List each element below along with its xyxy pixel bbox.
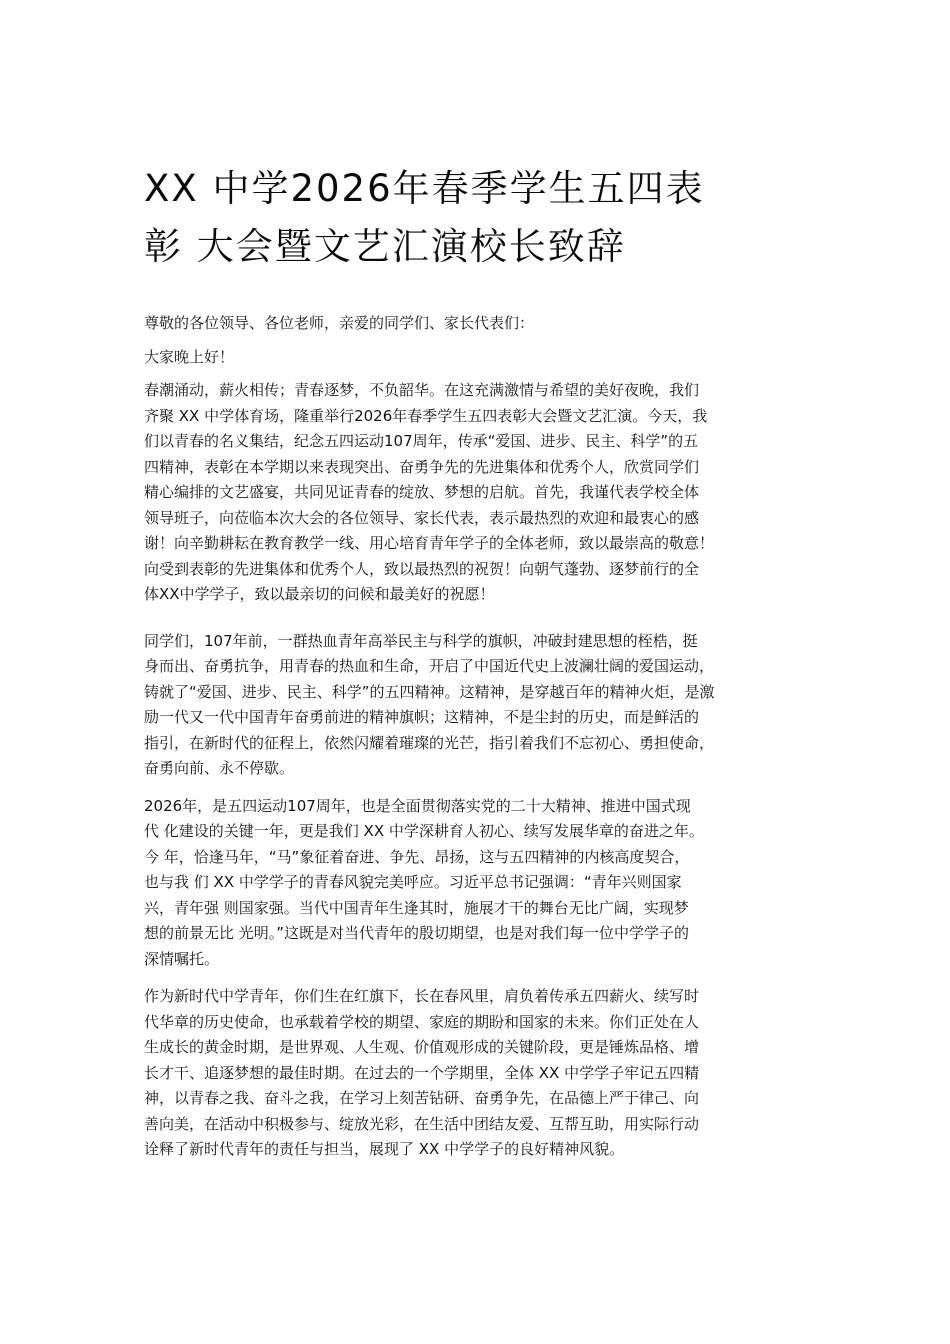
paragraph-line: 体XX中学学子，致以最亲切的问候和最美好的祝愿！ — [144, 585, 495, 603]
paragraph-line: 代 化建设的关键一年，更是我们 XX 中学深耕育人初心、续写发展华章的奋进之年。 — [144, 822, 704, 840]
paragraph-line: 想的前景无比 光明。”这既是对当代青年的殷切期望，也是对我们每一位中学学子的 — [144, 924, 690, 942]
paragraph-3 — [144, 794, 824, 973]
paragraph-line: 兴，青年强 则国家强。当代中国青年生逢其时，施展才干的舞台无比广阔，实现梦 — [144, 898, 689, 917]
paragraph-line: 深情嘱托。 — [144, 949, 220, 968]
paragraph-line: 精心编排的文艺盛宴，共同见证青春的绽放、梦想的启航。首先，我谨代表学校全体 — [144, 483, 700, 501]
paragraph-line: 们以青春的名义集结，纪念五四运动107周年，传承“爱国、进步、民主、科学”的五 — [144, 432, 699, 450]
paragraph-line: 诠释了新时代青年的责任与担当，展现了 XX 中学学子的良好精神风貌。 — [144, 1140, 625, 1158]
document-title — [144, 160, 824, 276]
paragraph-line: 齐聚 XX 中学体育场，隆重举行2026年春季学生五四表彰大会暨文艺汇演。今天，我 — [144, 406, 708, 425]
paragraph-line: 神，以青春之我、奋斗之我，在学习上刻苦钻研、奋勇争先，在品德上严于律己、向 — [144, 1089, 700, 1107]
paragraph-line: 生成长的黄金时期，是世界观、人生观、价值观形成的关键阶段，更是锤炼品格、增 — [144, 1038, 700, 1056]
paragraph-line: 奋勇向前、永不停歇。 — [144, 759, 295, 777]
paragraph-line: 长才干、追逐梦想的最佳时期。在过去的一个学期里，全体 XX 中学学子牢记五四精 — [144, 1063, 700, 1082]
paragraph-line: 铸就了“爱国、进步、民主、科学”的五四精神。这精神，是穿越百年的精神火炬，是激 — [144, 682, 715, 701]
paragraph-1 — [144, 378, 824, 608]
document-body — [144, 311, 824, 1163]
paragraph-line: 也与我 们 XX 中学学子的青春风貌完美呼应。习近平总书记强调：“青年兴则国家 — [144, 873, 682, 891]
paragraph-line: 谢！向辛勤耕耘在教育教学一线、用心培育青年学子的全体老师，致以最崇高的敬意！ — [144, 534, 715, 552]
paragraph-line: 励一代又一代中国青年奋勇前进的精神旗帜；这精神，不是尘封的历史，而是鲜活的 — [144, 708, 700, 726]
paragraph-line: 作为新时代中学青年，你们生在红旗下，长在春风里，肩负着传承五四薪火、续写时 — [144, 987, 700, 1005]
paragraph-line: 2026年，是五四运动107周年，也是全面贯彻落实党的二十大精神、推进中国式现 — [144, 796, 691, 815]
salutation: 尊敬的各位领导、各位老师，亲爱的同学们、家长代表们： — [144, 314, 535, 332]
paragraph-line: 代华章的历史使命，也承载着学校的期望、家庭的期盼和国家的未来。你们正处在人 — [144, 1012, 700, 1031]
paragraph-2 — [144, 629, 824, 782]
paragraph-line: 领导班子，向莅临本次大会的各位领导、家长代表，表示最热烈的欢迎和最衷心的感 — [144, 508, 700, 527]
title-line-1: XX 中学2026年春季学生五四表 — [144, 167, 705, 210]
paragraph-line: 身而出、奋勇抗争，用青春的热血和生命，开启了中国近代史上波澜壮阔的爱国运动， — [144, 657, 715, 675]
paragraph-line: 同学们，107年前，一群热血青年高举民主与科学的旗帜，冲破封建思想的桎梏，挺 — [144, 631, 698, 650]
paragraph-4 — [144, 984, 824, 1163]
paragraph-line: 向受到表彰的先进集体和优秀个人，致以最热烈的祝贺！向朝气蓬勃、逐梦前行的全 — [144, 559, 700, 578]
paragraph-line: 善向美，在活动中积极参与、绽放光彩，在生活中团结友爱、互帮互助，用实际行动 — [144, 1114, 700, 1133]
paragraph-line: 指引，在新时代的征程上，依然闪耀着璀璨的光芒，指引着我们不忘初心、勇担使命， — [144, 733, 715, 752]
paragraph-line: 春潮涌动，薪火相传；青春逐梦，不负韶华。在这充满激情与希望的美好夜晚，我们 — [144, 381, 700, 399]
paragraph-line: 今 年，恰逢马年，“马”象征着奋进、争先、昂扬，这与五四精神的内核高度契合， — [144, 847, 690, 866]
title-line-2: 彰 大会暨文艺汇演校长致辞 — [144, 225, 626, 268]
paragraph-line: 四精神，表彰在本学期以来表现突出、奋勇争先的先进集体和优秀个人，欣赏同学们 — [144, 457, 700, 476]
greeting: 大家晚上好！ — [144, 347, 235, 366]
